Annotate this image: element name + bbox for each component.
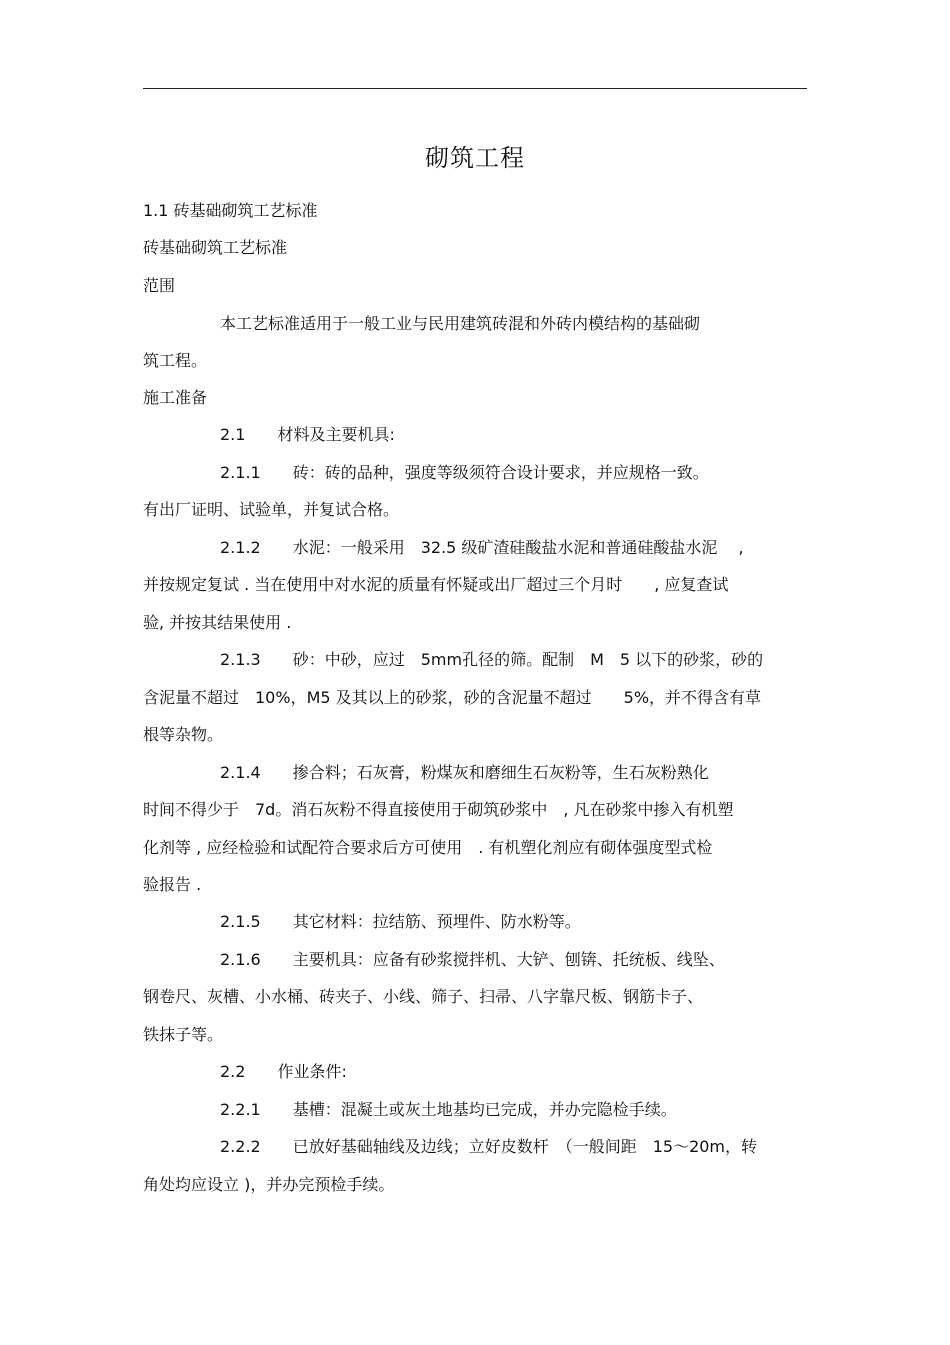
paragraph-line: 根等杂物。 bbox=[143, 725, 224, 744]
section-heading-scope: 范围 bbox=[143, 276, 176, 295]
paragraph-line: 角处均应设立 )，并办完预检手续。 bbox=[143, 1175, 395, 1194]
subheading: 砖基础砌筑工艺标准 bbox=[143, 238, 288, 257]
section-heading: 1.1 砖基础砌筑工艺标准 bbox=[143, 201, 318, 220]
clause-2-2: 2.2 作业条件: bbox=[220, 1062, 347, 1081]
paragraph-line: 筑工程。 bbox=[143, 351, 208, 370]
paragraph-line: 钢卷尺、灰槽、小水桶、砖夹子、小线、筛子、扫帚、八字靠尺板、钢筋卡子、 bbox=[143, 987, 704, 1006]
paragraph-line: 验报告 . bbox=[143, 875, 202, 894]
paragraph-line: 本工艺标准适用于一般工业与民用建筑砖混和外砖内模结构的基础砌 bbox=[220, 314, 701, 333]
section-heading-preparation: 施工准备 bbox=[143, 388, 208, 407]
clause-2-1: 2.1 材料及主要机具: bbox=[220, 425, 395, 444]
paragraph-line: 验, 并按其结果使用 . bbox=[143, 613, 292, 632]
header-rule bbox=[143, 88, 807, 89]
clause-2-1-5: 2.1.5 其它材料：拉结筋、预埋件、防水粉等。 bbox=[220, 912, 581, 931]
clause-2-1-2: 2.1.2 水泥：一般采用 32.5 级矿渣硅酸盐水泥和普通硅酸盐水泥 , bbox=[220, 538, 744, 557]
clause-2-1-6: 2.1.6 主要机具：应备有砂浆搅拌机、大铲、刨锛、托统板、线坠、 bbox=[220, 950, 725, 969]
clause-2-1-3: 2.1.3 砂：中砂，应过 5mm孔径的筛。配制 M 5 以下的砂浆，砂的 bbox=[220, 650, 764, 669]
clause-2-1-4: 2.1.4 掺合料；石灰膏，粉煤灰和磨细生石灰粉等，生石灰粉熟化 bbox=[220, 763, 709, 782]
paragraph-line: 含泥量不超过 10%，M5 及其以上的砂浆，砂的含泥量不超过 5%，并不得含有草 bbox=[143, 688, 762, 707]
paragraph-line: 并按规定复试 . 当在使用中对水泥的质量有怀疑或出厂超过三个月时 , 应复查试 bbox=[143, 575, 729, 594]
paragraph-line: 化剂等 , 应经检验和试配符合要求后方可使用 . 有机塑化剂应有砌体强度型式检 bbox=[143, 838, 713, 857]
paragraph-line: 时间不得少于 7d。消石灰粉不得直接使用于砌筑砂浆中 , 凡在砂浆中掺入有机塑 bbox=[143, 800, 734, 819]
paragraph-line: 有出厂证明、试验单，并复试合格。 bbox=[143, 500, 400, 519]
clause-2-1-1: 2.1.1 砖：砖的品种，强度等级须符合设计要求，并应规格一致。 bbox=[220, 463, 709, 482]
paragraph-line: 铁抹子等。 bbox=[143, 1025, 224, 1044]
document-title: 砌筑工程 bbox=[425, 144, 525, 172]
clause-2-2-1: 2.2.1 基槽：混凝土或灰土地基均已完成，并办完隐检手续。 bbox=[220, 1100, 677, 1119]
clause-2-2-2: 2.2.2 已放好基础轴线及边线；立好皮数杆 （一般间距 15～20m，转 bbox=[220, 1137, 758, 1156]
